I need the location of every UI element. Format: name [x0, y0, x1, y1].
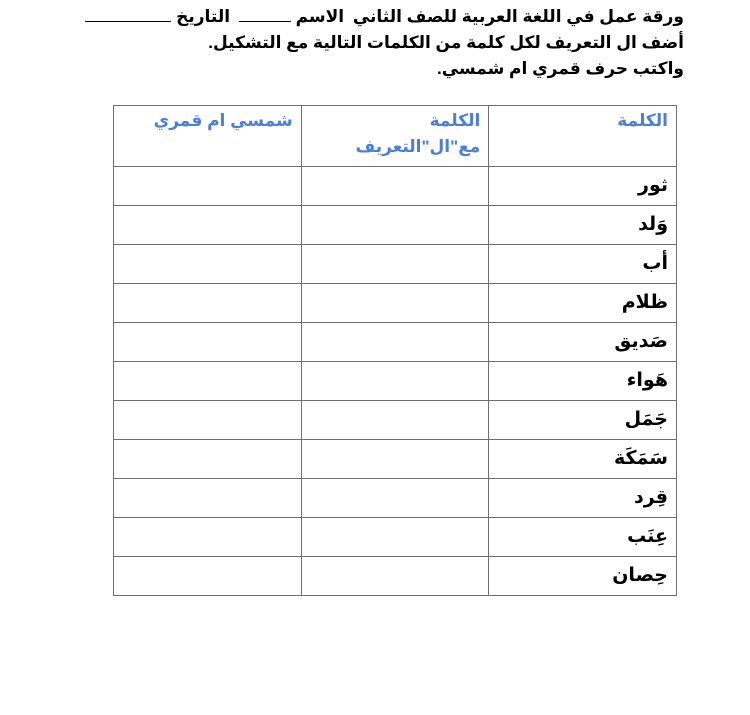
- header-line-1: [64, 4, 684, 30]
- word-cell: سَمَكَة: [489, 440, 677, 479]
- with-article-answer-cell[interactable]: [301, 440, 489, 479]
- worksheet-table: [113, 105, 677, 596]
- word-cell: قِرد: [489, 479, 677, 518]
- sun-moon-answer-cell[interactable]: [114, 206, 302, 245]
- name-blank[interactable]: [239, 6, 291, 22]
- table-row: [114, 518, 677, 557]
- header-with-article: [301, 106, 489, 167]
- name-label: الاسم: [295, 7, 345, 26]
- header-word: [489, 106, 677, 167]
- table-row: [114, 401, 677, 440]
- instruction-line-2: أضف ال التعريف لكل كلمة من الكلمات التالية مع التشكيل.: [208, 33, 684, 52]
- table-row: [114, 323, 677, 362]
- sun-moon-answer-cell[interactable]: [114, 167, 302, 206]
- table-row: [114, 284, 677, 323]
- word-cell: صَديق: [489, 323, 677, 362]
- word-cell: عِنَب: [489, 518, 677, 557]
- with-article-answer-cell[interactable]: [301, 167, 489, 206]
- with-article-answer-cell[interactable]: [301, 557, 489, 596]
- word-cell: جَمَل: [489, 401, 677, 440]
- word-cell: حِصان: [489, 557, 677, 596]
- header-sun-moon-label: شمسي ام قمري: [153, 111, 293, 130]
- worksheet-header: [64, 4, 684, 82]
- header-with-article-line2: مع"ال"التعريف: [355, 137, 481, 156]
- with-article-answer-cell[interactable]: [301, 401, 489, 440]
- sun-moon-answer-cell[interactable]: [114, 245, 302, 284]
- sun-moon-answer-cell[interactable]: [114, 557, 302, 596]
- word-cell: وَلد: [489, 206, 677, 245]
- sun-moon-answer-cell[interactable]: [114, 284, 302, 323]
- header-sun-moon: [114, 106, 302, 167]
- table-row: [114, 557, 677, 596]
- with-article-answer-cell[interactable]: [301, 518, 489, 557]
- with-article-answer-cell[interactable]: [301, 323, 489, 362]
- header-word-label: الكلمة: [617, 111, 668, 130]
- with-article-answer-cell[interactable]: [301, 479, 489, 518]
- table-body: [114, 167, 677, 596]
- sun-moon-answer-cell[interactable]: [114, 440, 302, 479]
- sun-moon-answer-cell[interactable]: [114, 323, 302, 362]
- word-cell: ثور: [489, 167, 677, 206]
- header-with-article-line1: الكلمة: [429, 111, 481, 130]
- table-row: [114, 206, 677, 245]
- table-row: [114, 479, 677, 518]
- word-cell: أب: [489, 245, 677, 284]
- table-row: [114, 245, 677, 284]
- with-article-answer-cell[interactable]: [301, 362, 489, 401]
- word-cell: هَواء: [489, 362, 677, 401]
- worksheet-title: ورقة عمل في اللغة العربية للصف الثاني: [352, 7, 684, 26]
- table-row: [114, 167, 677, 206]
- with-article-answer-cell[interactable]: [301, 206, 489, 245]
- sun-moon-answer-cell[interactable]: [114, 401, 302, 440]
- date-label: التاريخ: [176, 7, 231, 26]
- sun-moon-answer-cell[interactable]: [114, 479, 302, 518]
- word-cell: ظلام: [489, 284, 677, 323]
- with-article-answer-cell[interactable]: [301, 284, 489, 323]
- sun-moon-answer-cell[interactable]: [114, 518, 302, 557]
- table-row: [114, 440, 677, 479]
- table-row: [114, 362, 677, 401]
- with-article-answer-cell[interactable]: [301, 245, 489, 284]
- table-header-row: [114, 106, 677, 167]
- sun-moon-answer-cell[interactable]: [114, 362, 302, 401]
- instruction-line-3: واكتب حرف قمري ام شمسي.: [437, 59, 684, 78]
- date-blank[interactable]: [85, 6, 171, 22]
